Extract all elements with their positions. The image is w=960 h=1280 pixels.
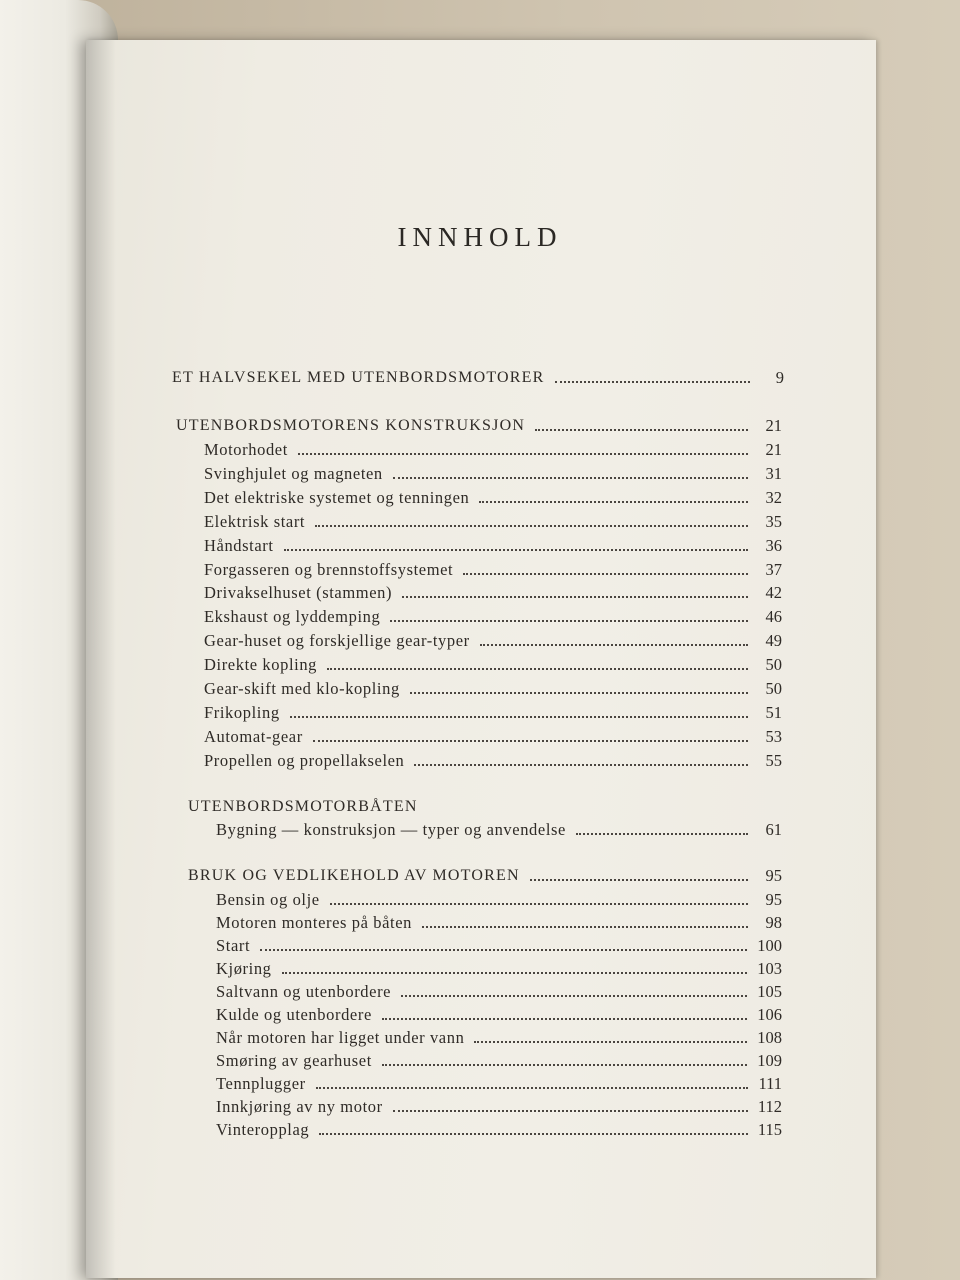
toc-entry-label: Frikopling: [204, 702, 280, 722]
toc-entry-page: 109: [757, 1051, 782, 1070]
leader-dots: [474, 1041, 747, 1043]
toc-entry-subsection: [216, 978, 782, 1002]
toc-entry-label: Motorhodet: [204, 440, 288, 459]
toc-entry-page: 95: [765, 890, 782, 909]
toc-entry-page: 112: [757, 1097, 782, 1116]
page-title: INNHOLD: [397, 222, 563, 252]
leader-dots: [284, 549, 748, 551]
toc-entry-label: Saltvann og utenbordere: [216, 982, 392, 1001]
toc-entry-label: Gear-huset og forskjellige gear-typer: [204, 631, 470, 651]
toc-section-heading-3: UTENBORDSMOTORBÅTEN: [188, 798, 418, 815]
toc-entry-page: 42: [765, 583, 782, 603]
leader-dots: [290, 716, 748, 718]
toc-entry-label: Håndstart: [204, 535, 274, 555]
toc-entry-page: 35: [765, 511, 782, 531]
leader-dots: [393, 1110, 748, 1112]
toc-entry-page: 55: [765, 750, 782, 770]
toc-entry-label: Propellen og propellakselen: [204, 750, 405, 770]
leader-dots: [282, 972, 748, 974]
toc-entry-page: 53: [765, 726, 782, 746]
toc-entry-page: 50: [765, 655, 782, 675]
leader-dots: [410, 692, 748, 694]
toc-entry-subsection: [204, 603, 782, 627]
toc-entry-label: Smøring av gearhuset: [216, 1051, 372, 1070]
toc-entry-subsection: [204, 579, 782, 603]
toc-entry-label: ET HALVSEKEL MED UTENBORDSMOTORER: [172, 369, 545, 386]
toc-entry-label: Gear-skift med klo-kopling: [204, 679, 400, 698]
toc-entry-page: 49: [765, 631, 782, 651]
toc-entry-page: 95: [765, 866, 782, 885]
toc-entry-page: 106: [757, 1005, 782, 1024]
toc-entry-subsection: [204, 484, 782, 508]
toc-entry-subsection: [216, 1001, 782, 1025]
toc-entry-label: Vinteropplag: [216, 1120, 310, 1139]
toc-entry-section-2: [176, 412, 782, 436]
toc-entry-page: 61: [765, 820, 782, 839]
toc-entry-subsection: [216, 1024, 782, 1048]
toc-entry-label: BRUK OG VEDLIKEHOLD AV MOTOREN: [188, 867, 520, 884]
toc-entry-page: 21: [765, 416, 782, 435]
toc-entry-section-4: [188, 862, 782, 886]
toc-entry-page: 111: [758, 1074, 782, 1093]
toc-entry-label: Elektrisk start: [204, 511, 306, 531]
leader-dots: [382, 1064, 747, 1066]
toc-entry-page: 32: [765, 487, 782, 507]
leader-dots: [393, 477, 748, 479]
leader-dots: [480, 644, 748, 646]
toc-entry-subsection: [204, 723, 782, 747]
leader-dots: [313, 740, 748, 742]
leader-dots: [535, 429, 748, 431]
toc-entry-subsection: [204, 556, 782, 580]
toc-entry-page: 105: [757, 982, 782, 1001]
toc-entry-page: 21: [765, 440, 782, 459]
toc-entry-page: 9: [775, 368, 784, 387]
toc-entry-page: 37: [765, 559, 782, 579]
toc-entry-label: Svinghjulet og magneten: [204, 463, 383, 483]
toc-entry-subsection: [216, 1093, 782, 1117]
toc-entry-page: 36: [765, 535, 782, 555]
leader-dots: [315, 525, 748, 527]
toc-entry-page: 50: [765, 679, 782, 698]
leader-dots: [422, 926, 748, 928]
toc-entry-label: Kjøring: [216, 959, 272, 978]
leader-dots: [576, 833, 748, 835]
toc-entry-label: Forgasseren og brennstoffsystemet: [204, 559, 454, 579]
toc-entry-section-1: [172, 364, 784, 388]
toc-entry-page: 100: [757, 936, 782, 955]
toc-entry-label: Start: [216, 936, 251, 955]
toc-entry-page: 51: [765, 702, 782, 722]
toc-entry-subsection: [204, 675, 782, 699]
leader-dots: [414, 764, 748, 766]
toc-entry-subsection: [204, 699, 782, 723]
leader-dots: [382, 1018, 747, 1020]
leader-dots: [330, 903, 748, 905]
toc-entry-subsection: [216, 1070, 782, 1094]
leader-dots: [402, 596, 748, 598]
toc-entry-page: 103: [757, 959, 782, 978]
toc-entry-subsection: [204, 747, 782, 771]
toc-entry-label: Ekshaust og lyddemping: [204, 607, 381, 627]
toc-entry-subsection: [204, 627, 782, 651]
leader-dots: [327, 668, 748, 670]
toc-entry-subsection: [216, 955, 782, 979]
leader-dots: [316, 1087, 748, 1089]
toc-entry-subsection: [204, 532, 782, 556]
toc-entry-label: Innkjøring av ny motor: [216, 1097, 383, 1116]
leader-dots: [298, 453, 748, 455]
toc-entry-page: 46: [765, 607, 782, 627]
toc-entry-subsection: [216, 816, 782, 840]
toc-entry-subsection: [216, 909, 782, 933]
leader-dots: [401, 995, 747, 997]
toc-entry-subsection: [204, 651, 782, 675]
toc-entry-subsection: [204, 508, 782, 532]
toc-entry-subsection: [216, 932, 782, 956]
leader-dots: [319, 1133, 748, 1135]
toc-entry-page: 31: [765, 463, 782, 483]
toc-entry-label: Det elektriske systemet og tenningen: [204, 487, 470, 507]
toc-entry-page: 108: [757, 1028, 782, 1047]
toc-entry-label: Når motoren har ligget under vann: [216, 1028, 465, 1047]
leader-dots: [390, 620, 748, 622]
toc-entry-subsection: [216, 1116, 782, 1140]
leader-dots: [260, 949, 747, 951]
toc-entry-label: Bygning — konstruksjon — typer og anvendelse: [216, 820, 566, 839]
toc-entry-subsection: [216, 886, 782, 910]
toc-entry-label: Tennplugger: [216, 1074, 306, 1093]
toc-entry-page: 115: [757, 1120, 782, 1139]
toc-entry-page: 98: [765, 913, 782, 932]
leader-dots: [479, 501, 748, 503]
toc-entry-label: Motoren monteres på båten: [216, 913, 412, 932]
toc-entry-label: Automat-gear: [204, 726, 303, 746]
toc-entry-label: Kulde og utenbordere: [216, 1005, 372, 1024]
leader-dots: [530, 879, 748, 881]
toc-entry-subsection: [204, 436, 782, 460]
leader-dots: [463, 573, 748, 575]
toc-entry-label: Direkte kopling: [204, 655, 318, 675]
toc-entry-label: Drivakselhuset (stammen): [204, 583, 393, 603]
toc-entry-label: Bensin og olje: [216, 890, 320, 909]
toc-entry-label: UTENBORDSMOTORENS KONSTRUKSJON: [176, 417, 526, 434]
toc-entry-subsection: [216, 1047, 782, 1071]
toc-entry-subsection: [204, 460, 782, 484]
leader-dots: [555, 381, 750, 383]
